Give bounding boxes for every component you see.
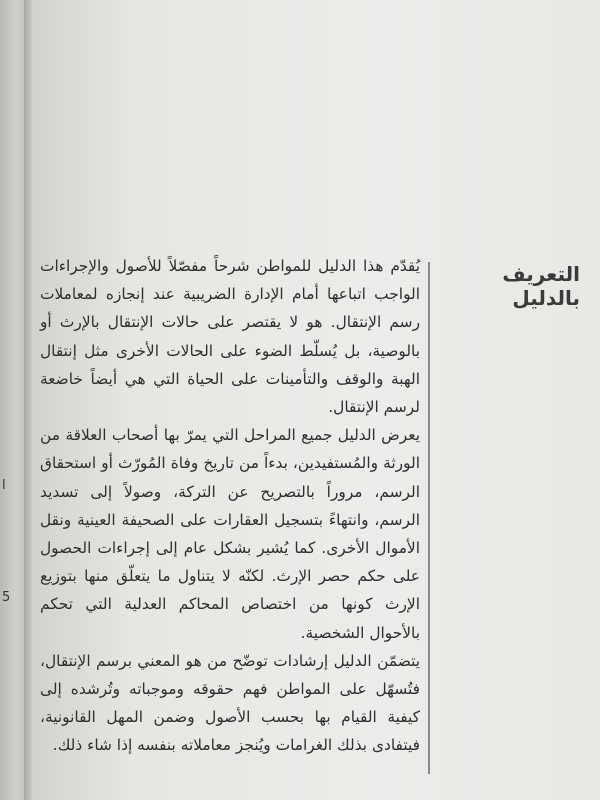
section-title: التعريف بالدليل bbox=[502, 262, 580, 310]
facing-page-mark: ا bbox=[2, 478, 6, 493]
paragraph-guidance: يتضمّن الدليل إرشادات توضّح من هو المعني برسم الإنتقال، فتُسهّل على المواطن فهم حقوقه وموجباته وتُرشده إلى كيفية القيام بها بحسب الأصول وضمن المهل القانونية، فيتفادى بذلك الغرامات ويُنجز معاملاته بنفسه إذا شاء ذلك. bbox=[40, 651, 420, 755]
guide-introduction-text bbox=[40, 252, 420, 760]
section-divider bbox=[428, 262, 430, 774]
facing-page-number: 5 bbox=[2, 590, 11, 605]
paragraph-stages: يعرض الدليل جميع المراحل التي يمرّ بها أصحاب العلاقة من الورثة والمُستفيدين، بدءاً من تاريخ وفاة المُورّث أو استحقاق الرسم، مروراً بالتصريح عن التركة، وصولاً إلى تسديد الرسم، وانتهاءً بتسجيل العقارات على الصحيفة العينية ونقل الأموال الأخرى. كما يُشير بشكل عام إلى إجراءات الحصول على حكم حصر الإرث. لكنّه لا يتناول ما يتعلّق منها بتوزيع الإرث كونها من اختصاص المحاكم العدلية التي تحكم بالأحوال الشخصية. bbox=[40, 426, 420, 642]
paragraph-purpose: يُقدّم هذا الدليل للمواطن شرحاً مفصّلاً للأصول والإجراءات الواجب اتباعها أمام الإدارة الضريبية عند إنجازه لمعاملات رسم الإنتقال. هو لا يقتصر على حالات الإنتقال بالإرث أو بالوصية، بل يُسلّط الضوء على الحالات الأخرى مثل إنتقال الهبة والوقف والتأمينات على الحياة التي هي أيضاً خاضعة لرسم الإنتقال. bbox=[40, 257, 420, 417]
